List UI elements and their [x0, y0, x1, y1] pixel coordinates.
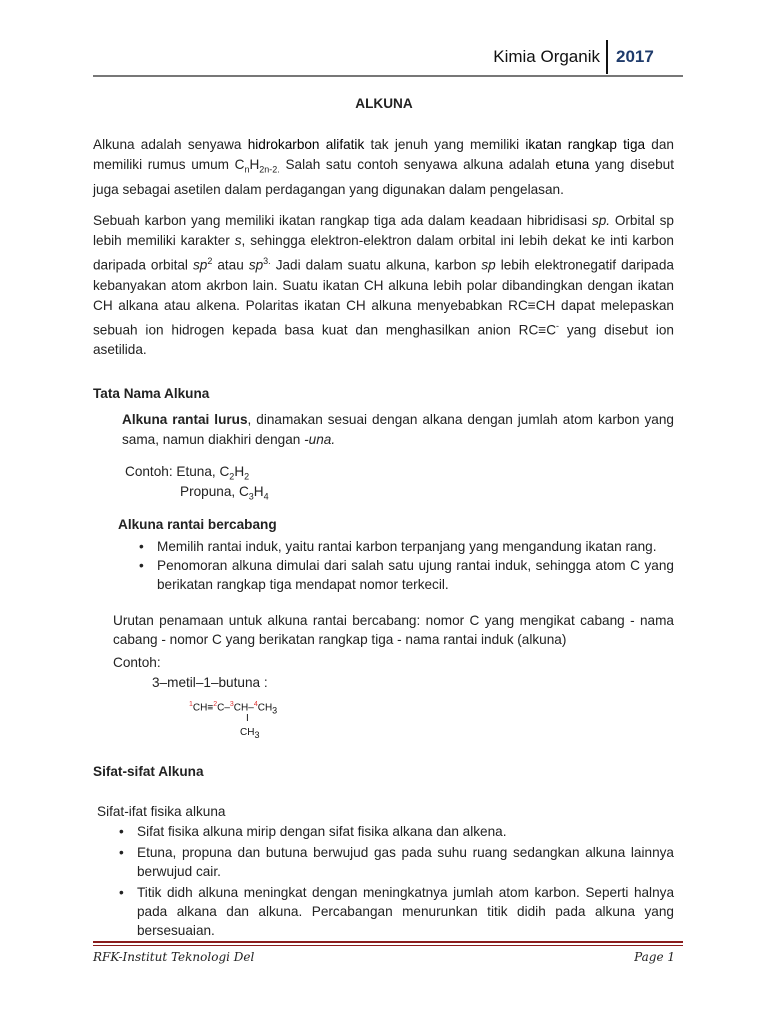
header-rule: [93, 75, 683, 77]
example-etuna: Contoh: Etuna, $C_2H_2$: [125, 464, 250, 482]
example-propuna: Propuna, $C_3H_4$: [180, 484, 269, 502]
section-heading-sifat: Sifat-sifat Alkuna: [93, 764, 204, 779]
header-year: 2017: [616, 47, 654, 66]
structural-formula-branch: CH3: [240, 727, 260, 740]
example-name: 3–metil–1–butuna :: [152, 675, 268, 690]
paragraph-urutan: Urutan penamaan untuk alkuna rantai bercabang: nomor C yang mengikat cabang - nama cabang - nomor C yang berikatan rangkap tiga - nama rantai induk (alkuna): [113, 613, 674, 647]
paragraph-hybridization: Sebuah karbon yang memiliki ikatan rangkap tiga ada dalam keadaan hibridisasi sp. Orbital sp lebih memiliki karakter s, sehingga elektron-elektron dalam orbital ini lebih dekat ke inti karbon daripada orbital $sp^2$ atau $sp^{3.}$ Jadi dalam suatu alkuna, karbon sp lebih elektronegatif daripada kebanyakan atom akrbon lain. Suatu ikatan CH alkuna lebih polar dibandingkan dengan ikatan CH alkana atau alkena. Polaritas ikatan CH alkuna menyebabkan RC≡CH dapat melepaskan sebuah ion hidrogen kepada basa kuat dan menghasilkan anion RC≡C- yang disebut ion asetilida.: [93, 213, 674, 358]
header-divider: [606, 40, 608, 74]
list-item: • Sifat fisika alkuna mirip dengan sifat fisika alkana dan alkena.: [113, 822, 674, 841]
footer-page-number: Page 1: [634, 950, 675, 964]
paragraph-intro: Alkuna adalah senyawa hidrokarbon alifatik tak jenuh yang memiliki ikatan rangkap tiga dan memiliki rumus umum $C_nH_{2n-2.}$ Salah satu contoh senyawa alkuna adalah etuna yang disebut juga sebagai asetilen dalam perdagangan yang digunakan dalam pengelasan.: [93, 137, 674, 197]
subheading-rantai-bercabang: Alkuna rantai bercabang: [118, 517, 277, 532]
list-item: • Etuna, propuna dan butuna berwujud gas pada suhu ruang sedangkan alkuna lainnya berwujud cair.: [113, 843, 674, 881]
footer-institution: RFK-Institut Teknologi Del: [93, 950, 255, 964]
subheading-sifat-fisika: Sifat-ifat fisika alkuna: [97, 804, 226, 819]
list-item: • Penomoran alkuna dimulai dari salah satu ujung rantai induk, sehingga atom C yang berikatan rangkap tiga mendapat nomor terkecil.: [133, 556, 674, 594]
document-title: ALKUNA: [355, 96, 413, 111]
section-heading-tata-nama: Tata Nama Alkuna: [93, 386, 210, 401]
paragraph-rantai-lurus: Alkuna rantai lurus, dinamakan sesuai dengan alkana dengan jumlah atom karbon yang sama, namun diakhiri dengan -una.: [122, 412, 674, 447]
list-item: • Memilih rantai induk, yaitu rantai karbon terpanjang yang mengandung ikatan rang.: [133, 537, 674, 556]
structural-formula-bond: I: [246, 713, 249, 724]
header-title: Kimia Organik: [493, 47, 600, 66]
list-item: • Titik didh alkuna meningkat dengan meningkatnya jumlah atom karbon. Seperti halnya pada alkana dan alkuna. Percabangan menurunkan titik didih pada alkuna yang bersesuaian.: [113, 883, 674, 940]
footer-rule-thin: [93, 945, 683, 946]
list-bercabang-rules: [133, 537, 674, 594]
structural-formula-main: $^1$CH≡$^2$C–$^3$CH–$^4$CH3: [189, 701, 278, 716]
footer-rule: [93, 941, 683, 943]
example-label: Contoh:: [113, 655, 161, 670]
list-sifat-fisika: [113, 822, 674, 940]
